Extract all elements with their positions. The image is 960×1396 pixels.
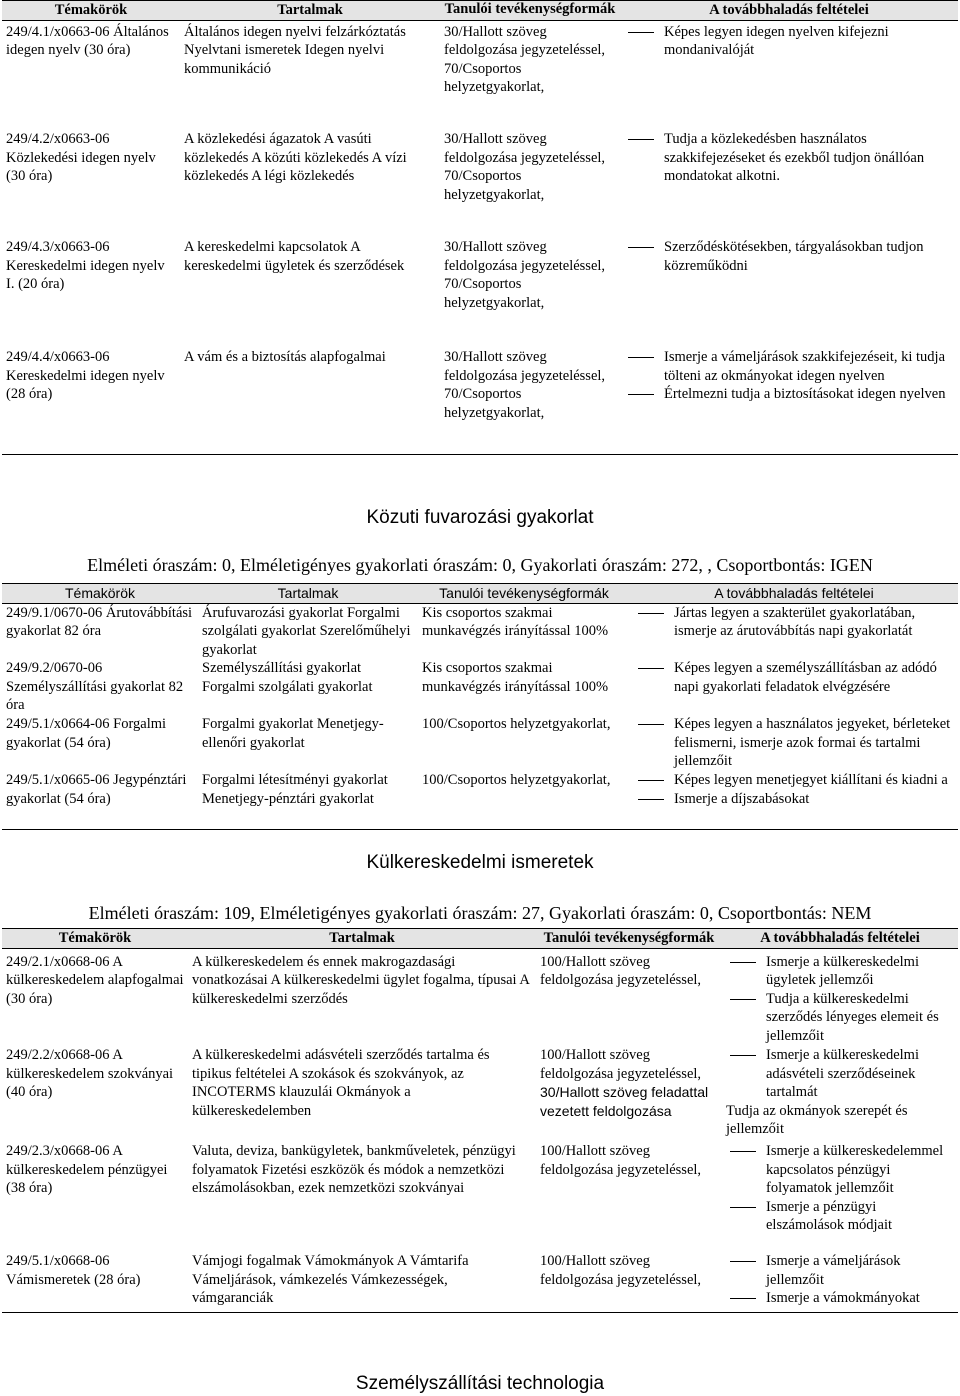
condition-item: Ismerje a vámeljárások szakkifejezéseit, ki tudja tölteni az okmányokat idegen nyelven: [624, 348, 954, 385]
content-cell: Valuta, deviza, bankügyletek, bankműveletek, pénzügyi folyamatok Fizetési eszközök és módok a nemzetközi elszámolásokban, ezek nemzetközi szokványai: [192, 1143, 516, 1196]
condition-item: Képes legyen menetjegyet kiállítani és kiadni a: [634, 771, 954, 790]
activity-cell: [536, 1142, 722, 1252]
header-conditions: A továbbhaladás feltételei: [620, 1, 958, 21]
activity-text: 100/Hallott szöveg feldolgozása jegyzeteléssel,: [540, 953, 702, 988]
road-transport-table: [2, 583, 958, 830]
conditions-cell: [722, 1252, 958, 1312]
condition-item: Tudja a külkereskedelmi szerződés lényeges elemeit és jellemzőit: [726, 990, 954, 1046]
topic-cell: 249/5.1/x0668-06 Vámismeretek (28 óra): [2, 1252, 188, 1312]
section-subtitle: Elméleti óraszám: 0, Elméletigényes gyakorlati óraszám: 0, Gyakorlati óraszám: 272, , Csoportbontás: IGEN: [87, 555, 873, 575]
table-row: [2, 1252, 958, 1312]
activity-cell: 30/Hallott szöveg feldolgozása jegyzeteléssel, 70/Csoportos helyzetgyakorlat,: [440, 346, 620, 454]
activity-cell: [536, 1046, 722, 1142]
content-cell: Személyszállítási gyakorlat Forgalmi szolgálati gyakorlat: [202, 660, 373, 695]
condition-item: Képes legyen idegen nyelven kifejezni mondanivalóját: [624, 23, 954, 60]
content-cell: A vám és a biztosítás alapfogalmai: [180, 346, 440, 454]
table-header-row: [2, 1, 958, 21]
header-topics: Témakörök: [2, 584, 198, 604]
content-cell: Forgalmi létesítményi gyakorlat Menetjegy-pénztári gyakorlat: [198, 771, 418, 829]
content-cell: A külkereskedelmi adásvételi szerződés tartalma és tipikus feltételei A szokások és szokványok, az INCOTERMS klauzulái Okmányok a külkereskedelemben: [192, 1047, 490, 1119]
activity-cell: Kis csoportos szakmai munkavégzés irányítással 100%: [422, 604, 609, 639]
language-table: [2, 0, 958, 455]
table-row: [2, 715, 958, 771]
table-header-row: [2, 584, 958, 604]
content-cell: Árufuvarozási gyakorlat Forgalmi szolgálati gyakorlat Szerelőműhelyi gyakorlat: [202, 604, 411, 658]
activity-extra-text: 30/Hallott szöveg feladattal vezetett feldolgozása: [540, 1084, 709, 1119]
conditions-cell: [722, 1046, 958, 1142]
table-row: [2, 236, 958, 346]
content-cell: A kereskedelmi kapcsolatok A kereskedelmi ügyletek és szerződések: [184, 239, 405, 274]
condition-item: Ismerje a külkereskedelmi adásvételi szerződéseinek tartalmát: [726, 1046, 954, 1102]
topic-cell: 249/4.4/x0663-06 Kereskedelmi idegen nyelv (28 óra): [2, 346, 180, 454]
foreign-trade-table: [2, 928, 958, 1313]
condition-item: Ismerje a külkereskedelmi ügyletek jellemzői: [726, 953, 954, 990]
content-cell: Általános idegen nyelvi felzárkóztatás Nyelvtani ismeretek Idegen nyelvi kommunikáció: [184, 23, 406, 77]
conditions-cell: [630, 659, 958, 715]
header-conditions: A továbbhaladás feltételei: [722, 929, 958, 949]
topic-cell: 249/2.2/x0668-06 A külkereskedelem szokványai (40 óra): [6, 1047, 174, 1100]
table-row: [2, 771, 958, 829]
conditions-cell: [630, 603, 958, 659]
condition-item: Jártas legyen a szakterület gyakorlatában, ismerje az árutovábbítás napi gyakorlatát: [634, 604, 954, 641]
section-title: Külkereskedelmi ismeretek: [366, 852, 594, 873]
topic-cell: 249/5.1/x0664-06 Forgalmi gyakorlat (54 óra): [6, 716, 167, 751]
table-row: [2, 1142, 958, 1252]
conditions-cell: [620, 346, 958, 454]
activity-text: 100/Hallott szöveg feldolgozása jegyzeteléssel,: [540, 1143, 702, 1178]
condition-item: Ismerje a vámeljárások jellemzőit: [726, 1252, 954, 1289]
activity-cell: Kis csoportos szakmai munkavégzés irányítással 100%: [422, 660, 609, 695]
content-cell: Forgalmi gyakorlat Menetjegy-ellenőri gyakorlat: [202, 716, 384, 751]
header-activities: Tanulói tevékenységformák: [418, 584, 630, 604]
activity-cell: [536, 948, 722, 1046]
table-row: [2, 20, 958, 128]
table-row: [2, 346, 958, 454]
condition-item: Szerződéskötésekben, tárgyalásokban tudjon közreműködni: [624, 238, 954, 275]
topic-cell: 249/4.2/x0663-06 Közlekedési idegen nyelv (30 óra): [6, 131, 156, 184]
header-contents: Tartalmak: [180, 1, 440, 21]
topic-cell: 249/5.1/x0665-06 Jegypénztári gyakorlat (54 óra): [2, 771, 198, 829]
condition-item: Ismerje a vámokmányokat: [726, 1289, 954, 1308]
table-row: [2, 128, 958, 236]
activity-cell: 100/Csoportos helyzetgyakorlat,: [422, 716, 611, 732]
content-cell: A külkereskedelem és ennek makrogazdasági vonatkozásai A külkereskedelmi ügylet fogalma, típusai A külkereskedelmi szerződés: [192, 953, 530, 1007]
table-row: [2, 1046, 958, 1142]
condition-item: Képes legyen a használatos jegyeket, bérleteket felismerni, ismerje azok formai és tartalmi jellemzőit: [634, 715, 954, 771]
table-row: [2, 603, 958, 659]
activity-text: 100/Hallott szöveg feldolgozása jegyzeteléssel,: [540, 1047, 702, 1082]
condition-item: Tudja a közlekedésben használatos szakkifejezéseket és ezekből tudjon önállóan mondatokat alkotni.: [624, 130, 954, 186]
section-subtitle: Elméleti óraszám: 109, Elméletigényes gyakorlati óraszám: 27, Gyakorlati óraszám: 0, Csoportbontás: NEM: [88, 903, 872, 923]
topic-cell: 249/4.1/x0663-06 Általános idegen nyelv (30 óra): [6, 23, 169, 58]
topic-cell: 249/2.1/x0668-06 A külkereskedelem alapfogalmai (30 óra): [6, 953, 184, 1007]
content-cell: Vámjogi fogalmak Vámokmányok A Vámtarifa Vámeljárások, vámkezelés Vámkezességek, vámgaranciák: [188, 1252, 536, 1312]
conditions-cell: [620, 128, 958, 236]
header-activities: Tanulói tevékenységformák: [440, 1, 620, 21]
table-row: [2, 948, 958, 1046]
header-activities: Tanulói tevékenységformák: [536, 929, 722, 949]
condition-item: Képes legyen a személyszállításban az adódó napi gyakorlati feladatok elvégzésére: [634, 659, 954, 696]
topic-cell: 249/4.3/x0663-06 Kereskedelmi idegen nyelv I. (20 óra): [6, 239, 165, 292]
topic-cell: 249/2.3/x0668-06 A külkereskedelem pénzügyei (38 óra): [6, 1143, 168, 1196]
section-title: Közuti fuvarozási gyakorlat: [366, 507, 594, 528]
condition-note: Tudja az okmányok szerepét és jellemzőit: [726, 1102, 908, 1137]
header-topics: Témakörök: [2, 1, 180, 21]
table-row: [2, 659, 958, 715]
topic-cell: 249/9.2/0670-06 Személyszállítási gyakorlat 82 óra: [6, 660, 184, 713]
header-conditions: A továbbhaladás feltételei: [630, 584, 958, 604]
condition-item: Ismerje a pénzügyi elszámolások módjait: [726, 1198, 954, 1235]
section-title: Személyszállítási technologia: [355, 1373, 605, 1394]
condition-item: Ismerje a külkereskedelemmel kapcsolatos pénzügyi folyamatok jellemzőit: [726, 1142, 954, 1198]
activity-cell: 30/Hallott szöveg feldolgozása jegyzeteléssel, 70/Csoportos helyzetgyakorlat,: [444, 239, 606, 311]
table-header-row: [2, 929, 958, 949]
header-topics: Témakörök: [2, 929, 188, 949]
conditions-cell: [620, 236, 958, 346]
conditions-cell: [722, 1142, 958, 1252]
condition-item: Ismerje a díjszabásokat: [634, 790, 954, 809]
content-cell: A közlekedési ágazatok A vasúti közlekedés A közúti közlekedés A vízi közlekedés A légi közlekedés: [184, 131, 407, 184]
conditions-cell: [722, 948, 958, 1046]
activity-cell: 30/Hallott szöveg feldolgozása jegyzeteléssel, 70/Csoportos helyzetgyakorlat,: [444, 131, 606, 203]
activity-cell: [536, 1252, 722, 1312]
activity-cell: 30/Hallott szöveg feldolgozása jegyzeteléssel, 70/Csoportos helyzetgyakorlat,: [444, 23, 606, 95]
header-contents: Tartalmak: [198, 584, 418, 604]
header-contents: Tartalmak: [188, 929, 536, 949]
activity-text: 100/Hallott szöveg feldolgozása jegyzeteléssel,: [540, 1253, 702, 1288]
topic-cell: 249/9.1/0670-06 Árutovábbítási gyakorlat 82 óra: [6, 604, 193, 639]
conditions-cell: [630, 715, 958, 771]
conditions-cell: [620, 20, 958, 128]
conditions-cell: [630, 771, 958, 829]
activity-cell: 100/Csoportos helyzetgyakorlat,: [418, 771, 630, 829]
condition-item: Értelmezni tudja a biztosításokat idegen nyelven: [624, 385, 954, 404]
